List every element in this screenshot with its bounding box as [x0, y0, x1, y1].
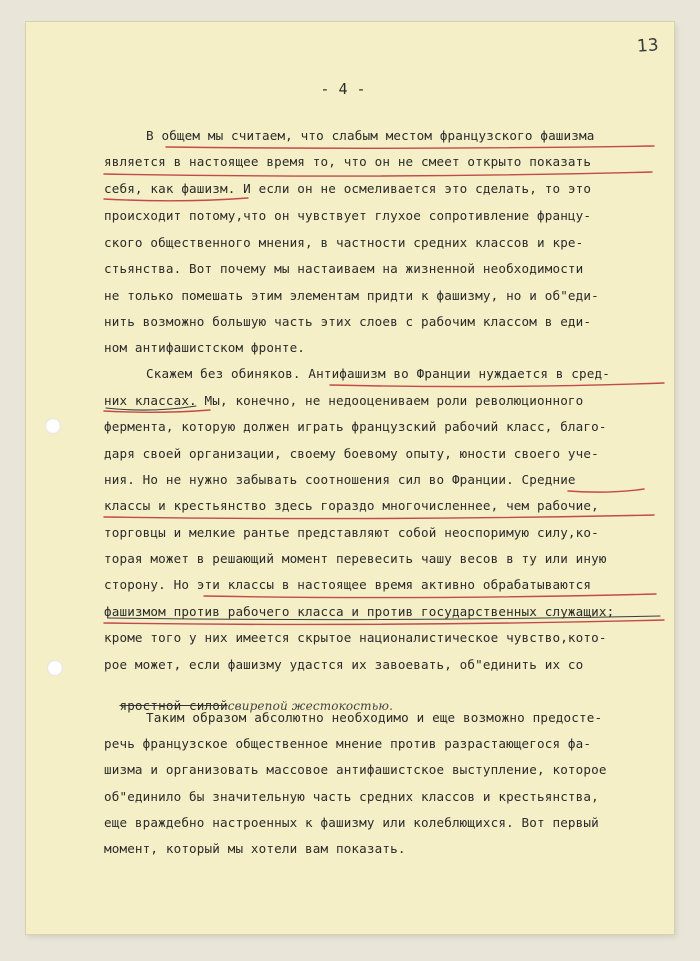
struck-text: яростной силой	[119, 698, 228, 713]
text-line: ния. Но не нужно забывать соотношения сил во Франции. Средние	[104, 472, 576, 487]
text-line: даря своей организации, своему боевому опыту, юности своего уче-	[104, 446, 599, 461]
text-line: речь французское общественное мнение против разрастающегося фа-	[104, 736, 592, 751]
text-line: происходит потому,что он чувствует глухое сопротивление францу-	[104, 208, 592, 223]
text-line: фашизмом против рабочего класса и против государственных служащих;	[104, 604, 615, 619]
text-line: сторону. Но эти классы в настоящее время активно обрабатываются	[104, 577, 592, 592]
punch-hole-bottom	[47, 660, 63, 676]
text-line: фермента, которую должен играть французский рабочий класс, благо-	[104, 419, 607, 434]
text-line: торая может в решающий момент перевесить чашу весов в ту или иную	[104, 551, 607, 566]
page-number: - 4 -	[320, 80, 366, 98]
text-line: себя, как фашизм. И если он не осмеливается это сделать, то это	[104, 181, 592, 196]
text-line: шизма и организовать массовое антифашистское выступление, которое	[104, 762, 607, 777]
text-line: нить возможно большую часть этих слоев с рабочим классом в еди-	[104, 314, 592, 329]
text-line: является в настоящее время то, что он не смеет открыто показать	[104, 154, 592, 169]
text-line: рое может, если фашизму удастся их завоевать, об"единить их со	[104, 657, 584, 672]
text-line: Скажем без обиняков. Антифашизм во Франции нуждается в сред-	[146, 366, 610, 381]
text-line: ского общественного мнения, в частности средних классов и кре-	[104, 235, 584, 250]
text-line: классы и крестьянство здесь гораздо многочисленнее, чем рабочие,	[104, 498, 599, 513]
punch-hole-top	[45, 418, 61, 434]
text-line: об"единило бы значительную часть средних классов и крестьянства,	[104, 789, 599, 804]
handwritten-correction: свирепой жестокостью.	[227, 699, 394, 713]
text-line: ном антифашистском фронте.	[104, 340, 306, 355]
text-line	[104, 683, 393, 713]
text-line: них классах. Мы, конечно, не недооцениваем роли революционного	[104, 393, 584, 408]
text-line: момент, который мы хотели вам показать.	[104, 841, 406, 856]
text-line: торговцы и мелкие рантье представляют собой неоспоримую силу,ко-	[104, 525, 599, 540]
text-line: кроме того у них имеется скрытое националистическое чувство,кото-	[104, 630, 607, 645]
archive-page-number: 13	[636, 35, 660, 57]
text-line: не только помешать этим элементам придти к фашизму, но и об"еди-	[104, 288, 599, 303]
text-line: еще враждебно настроенных к фашизму или колеблющихся. Вот первый	[104, 815, 599, 830]
text-line: Таким образом абсолютно необходимо и еще возможно предосте-	[146, 710, 603, 725]
text-line: стьянства. Вот почему мы настаиваем на жизненной необходимости	[104, 261, 584, 276]
text-line: В общем мы считаем, что слабым местом французского фашизма	[146, 128, 595, 143]
